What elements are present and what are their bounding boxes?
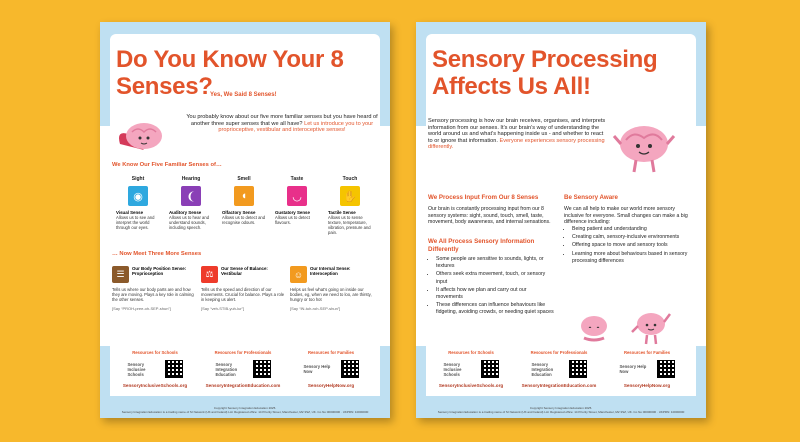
resource-logo: Sensory Integration Education [215, 361, 238, 377]
brain-waving-icon [630, 308, 672, 346]
qr-code-icon[interactable] [165, 360, 183, 378]
more-senses-heading: … Now Meet Three More Senses [112, 251, 202, 257]
resource-link[interactable]: SensoryIntegrationEducation.com [521, 383, 597, 388]
more-sense-card [112, 266, 198, 311]
poster-subtitle: Yes, We Said 8 Senses! [210, 92, 277, 98]
sense-name: Tactile Sense [328, 210, 356, 215]
familiar-senses-heading: We Know Our Five Familiar Senses of… [112, 162, 222, 168]
copyright-text: Copyright Sensory Integration Education 2025. Sensory Integration Education is a trading name of SI Network (UK and Ireland) Ltd. Registered office: 14 Priority Street, Manchester, M2 3SZ, UK. Co No 00000000 · UKPRN: 10000000 [121, 406, 369, 414]
resource-block [606, 350, 688, 388]
resource-logo: Sensory Inclusive Schools [127, 361, 146, 377]
eye-icon: ◉ [128, 186, 148, 206]
col2-text: We can all help to make our world more sensory inclusive for everyone. Small changes can make a big difference including: [564, 206, 688, 226]
qr-code-icon[interactable] [657, 360, 675, 378]
resource-title: Resources for Professionals [530, 350, 588, 355]
sense-card [222, 176, 266, 225]
col1-heading2: We All Process Sensory Information Differently [428, 238, 535, 253]
resource-link[interactable]: SensoryInclusiveSchools.org [122, 383, 188, 388]
sense-card [116, 176, 160, 230]
resource-logo: Sensory Help Now [619, 364, 647, 374]
bullet-item: • Others seek extra movement, touch, or sensory input [436, 271, 554, 285]
copyright-text: Copyright Sensory Integration Education 2025. Sensory Integration Education is a trading name of SI Network (UK and Ireland) Ltd. Registered office: 14 Priority Street, Manchester, M2 3SZ, UK. Co No 00000000 · UKPRN: 10000000 [437, 406, 685, 414]
resources-footer [100, 346, 390, 418]
bullet-item: • Creating calm, sensory-inclusive environments [572, 234, 698, 241]
more-sense-name: Our Internal Sense: Interoception [310, 266, 351, 277]
pronunciation-text: [Say “veh-STIB-yuh-lur”] [201, 306, 245, 311]
poster-sensory-processing [416, 22, 706, 418]
sense-label: Sight [131, 176, 145, 182]
resource-title: Resources for Schools [448, 350, 494, 355]
more-sense-card [290, 266, 376, 311]
resource-title: Resources for Professionals [214, 350, 272, 355]
sense-name: Gustatory Sense [275, 210, 310, 215]
internal-sense-icon: ☺ [290, 266, 307, 283]
qr-code-icon[interactable] [569, 360, 587, 378]
body-position-icon: ☰ [112, 266, 129, 283]
col2-heading: Be Sensory Aware [564, 194, 618, 201]
sense-card [275, 176, 319, 225]
tongue-icon: ◡ [287, 186, 307, 206]
resource-title: Resources for Families [623, 350, 671, 355]
sense-description: Allows us to detect flavours. [275, 215, 310, 225]
resources-footer [416, 346, 706, 418]
bullet-item: • Some people are sensitive to sounds, lights, or textures [436, 256, 554, 270]
poster-title: Sensory Processing Affects Us All! [432, 46, 658, 100]
ear-icon: ❨ [181, 186, 201, 206]
resource-block [430, 350, 512, 388]
intro-text: Sensory processing is how our brain receives, organises, and interprets information from our senses. It’s our brain’s way of understanding the world around us and what’s happening inside us - and whether to react to or ignore that information. Everyone experiences sensory processing differently. [428, 118, 606, 151]
resource-title: Resources for Families [307, 350, 355, 355]
qr-code-icon[interactable] [253, 360, 271, 378]
resource-link[interactable]: SensoryIntegrationEducation.com [205, 383, 281, 388]
sense-name: Visual Sense [116, 210, 144, 215]
resource-link[interactable]: SensoryInclusiveSchools.org [438, 383, 504, 388]
more-sense-name: Our Body Position Sense: Proprioception [132, 266, 187, 277]
pronunciation-text: [Say “PROH-pree-oh-SEP-shun”] [112, 306, 171, 311]
sense-description: Allows us to sense texture, temperature, vibration, pressure and pain. [328, 215, 371, 235]
hand-icon: ✋ [340, 186, 360, 206]
resource-block [202, 350, 284, 388]
resource-block [114, 350, 196, 388]
col2-bullet-list [564, 226, 698, 266]
sense-label: Touch [342, 176, 358, 182]
balance-icon: ⚖ [201, 266, 218, 283]
resource-title: Resources for Schools [132, 350, 178, 355]
bullet-item: • Being patient and understanding [572, 226, 698, 233]
sense-name: Auditory Sense [169, 210, 202, 215]
qr-code-icon[interactable] [481, 360, 499, 378]
bullet-item: • These differences can influence behaviours like fidgeting, avoiding crowds, or needing quiet spaces [436, 302, 554, 316]
sense-label: Smell [237, 176, 251, 182]
poster-title: Do You Know Your 8 Senses? [116, 46, 344, 100]
resource-logo: Sensory Inclusive Schools [443, 361, 462, 377]
more-sense-description: Helps us feel what’s going on inside our bodies, eg, when we need to loo, are thirsty, hungry or too hot [290, 287, 372, 302]
poster-eight-senses [100, 22, 390, 418]
resource-block [518, 350, 600, 388]
sense-description: Allows us to detect and recognise odours. [222, 215, 266, 225]
resource-link[interactable]: SensoryHelpNow.org [307, 383, 355, 388]
brain-mascot-icon [612, 118, 676, 178]
sense-label: Taste [290, 176, 304, 182]
nose-icon: ◖ [234, 186, 254, 206]
sense-description: Allows us to hear and understand sounds, including speech. [169, 215, 210, 230]
col1-heading: We Process Input From Our 8 Senses [428, 194, 539, 201]
sense-name: Olfactory Sense [222, 210, 256, 215]
brain-superhero-icon [114, 114, 168, 158]
sense-card [328, 176, 372, 235]
qr-code-icon[interactable] [341, 360, 359, 378]
sense-label: Hearing [181, 176, 201, 182]
brain-meditating-icon [576, 312, 612, 344]
resource-block [290, 350, 372, 388]
more-sense-name: Our Sense of Balance: Vestibular [221, 266, 268, 277]
resource-logo: Sensory Help Now [303, 364, 331, 374]
col1-text: Our brain is constantly processing input from our 8 sensory systems: sight, sound, touch, smell, taste, movement, body awareness, and internal sensations. [428, 206, 551, 226]
more-sense-description: Tells us where our body parts are and how they are moving. Plays a key role in calming the other senses. [112, 287, 194, 302]
sense-card [169, 176, 213, 230]
resource-logo: Sensory Integration Education [531, 361, 554, 377]
bullet-item: • Learning more about behaviours based in sensory processing differences [572, 251, 698, 265]
more-sense-description: Tells us the speed and direction of our movements. Crucial for balance. Plays a role in keeping us alert. [201, 287, 285, 302]
intro-text: You probably know about our five more familiar senses but you have heard of another three super senses that we all have? Let us introduce you to your proprioceptive, vestibular and interoceptive senses! [186, 114, 378, 134]
bullet-item: • It affects how we plan and carry out our movements [436, 287, 554, 301]
col1-bullet-list [428, 256, 554, 318]
pronunciation-text: [Say “IN-tuh-roh-SEP-shun”] [290, 306, 341, 311]
more-sense-card [201, 266, 287, 311]
resource-link[interactable]: SensoryHelpNow.org [623, 383, 671, 388]
sense-description: Allows us to see and interpret the world through our eyes. [116, 215, 155, 230]
bullet-item: • Offering space to move and sensory tools [572, 242, 698, 249]
